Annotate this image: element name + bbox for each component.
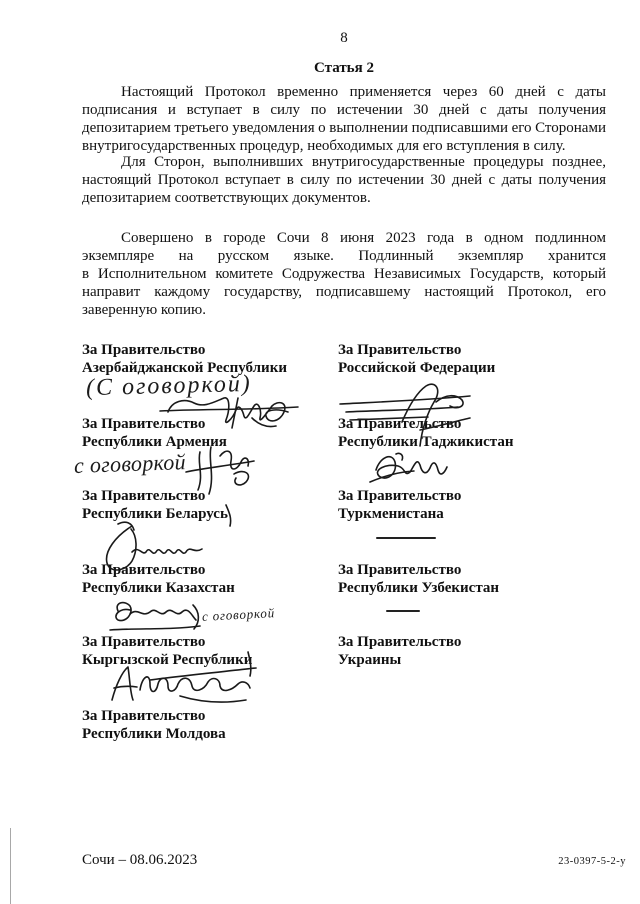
- paragraph-line: Совершено в городе Сочи 8 июня 2023 года в одном подлинном: [121, 230, 606, 246]
- signatory-label: За Правительство: [338, 562, 462, 578]
- signature-tajikistan: [370, 453, 447, 482]
- paragraph-line: настоящий Протокол вступает в силу по истечении 30 дней с даты получения: [82, 172, 606, 188]
- page-number: 8: [340, 30, 348, 46]
- handwritten-reservation-armenia: с оговоркой: [73, 449, 187, 478]
- signatory-country: Кыргызской Республики: [82, 652, 253, 668]
- signatory-ukraine: [338, 633, 461, 669]
- signatory-label: За Правительство: [82, 488, 206, 504]
- signatory-country: Республики Казахстан: [82, 580, 235, 596]
- signatory-label: За Правительство: [82, 416, 206, 432]
- paragraph-line: в Исполнительном комитете Содружества Независимых Государств, который: [82, 266, 606, 282]
- paragraph-done-at: [82, 229, 606, 319]
- paragraph-line: подписания и вступает в силу по истечении 30 дней с даты получения: [82, 102, 606, 118]
- no-signature-dash-turkmenistan: [376, 537, 436, 539]
- handwritten-reservation-azerbaijan: (С оговоркой): [85, 370, 253, 402]
- paragraph-line: экземпляре на русском языке. Подлинный экземпляр хранится: [82, 248, 606, 264]
- signatory-country: Республики Армения: [82, 434, 227, 450]
- signatory-country: Республики Молдова: [82, 726, 226, 742]
- signatory-belarus: [82, 487, 228, 523]
- paragraph-later-parties: [82, 153, 606, 207]
- signatory-label: За Правительство: [82, 634, 206, 650]
- paragraph-line: депозитарием соответствующих документов.: [82, 190, 371, 206]
- signatory-russia: [338, 341, 495, 377]
- paragraph-provisional-application: [82, 83, 606, 155]
- signatory-label: За Правительство: [82, 342, 206, 358]
- paragraph-line: Настоящий Протокол временно применяется через 60 дней с даты: [121, 84, 606, 100]
- signatory-label: За Правительство: [338, 416, 462, 432]
- article-heading: Статья 2: [314, 60, 374, 76]
- signatory-country: Российской Федерации: [338, 360, 496, 376]
- signature-kazakhstan: [110, 603, 200, 630]
- signatory-tajikistan: [338, 415, 514, 451]
- signatory-label: За Правительство: [338, 488, 462, 504]
- scan-edge-line: [10, 828, 11, 904]
- signatory-label: За Правительство: [338, 342, 462, 358]
- signatory-label: За Правительство: [338, 634, 462, 650]
- signatory-uzbekistan: [338, 561, 499, 597]
- signatory-moldova: [82, 707, 226, 743]
- signatory-kyrgyzstan: [82, 633, 252, 669]
- signatory-country: Украины: [338, 652, 402, 668]
- paragraph-line: заверенную копию.: [82, 302, 206, 318]
- signatory-country: Республики Таджикистан: [338, 434, 514, 450]
- footer-place-date: Сочи – 08.06.2023: [82, 852, 198, 868]
- no-signature-dash-uzbekistan: [386, 610, 420, 612]
- signatory-label: За Правительство: [82, 562, 206, 578]
- paragraph-line: депозитарием третьего уведомления о выполнении подписавшими его Сторонами: [82, 120, 606, 136]
- signatory-armenia: [82, 415, 227, 451]
- signatory-country: Азербайджанской Республики: [82, 360, 287, 376]
- handwritten-reservation-kazakhstan: с оговоркой: [201, 605, 276, 624]
- signatory-label: За Правительство: [82, 708, 206, 724]
- signatory-country: Республики Узбекистан: [338, 580, 500, 596]
- paragraph-line: направит каждому государству, подписавшему настоящий Протокол, его: [82, 284, 606, 300]
- signatory-turkmenistan: [338, 487, 461, 523]
- signatory-country: Республики Беларусь: [82, 506, 228, 522]
- signatory-country: Туркменистана: [338, 506, 444, 522]
- paragraph-line: внутригосударственных процедур, необходимых для его вступления в силу.: [82, 138, 566, 154]
- footer-document-code: 23-0397-5-2-у: [558, 856, 626, 867]
- signatory-kazakhstan: [82, 561, 235, 597]
- paragraph-line: Для Сторон, выполнивших внутригосударственные процедуры позднее,: [121, 154, 606, 170]
